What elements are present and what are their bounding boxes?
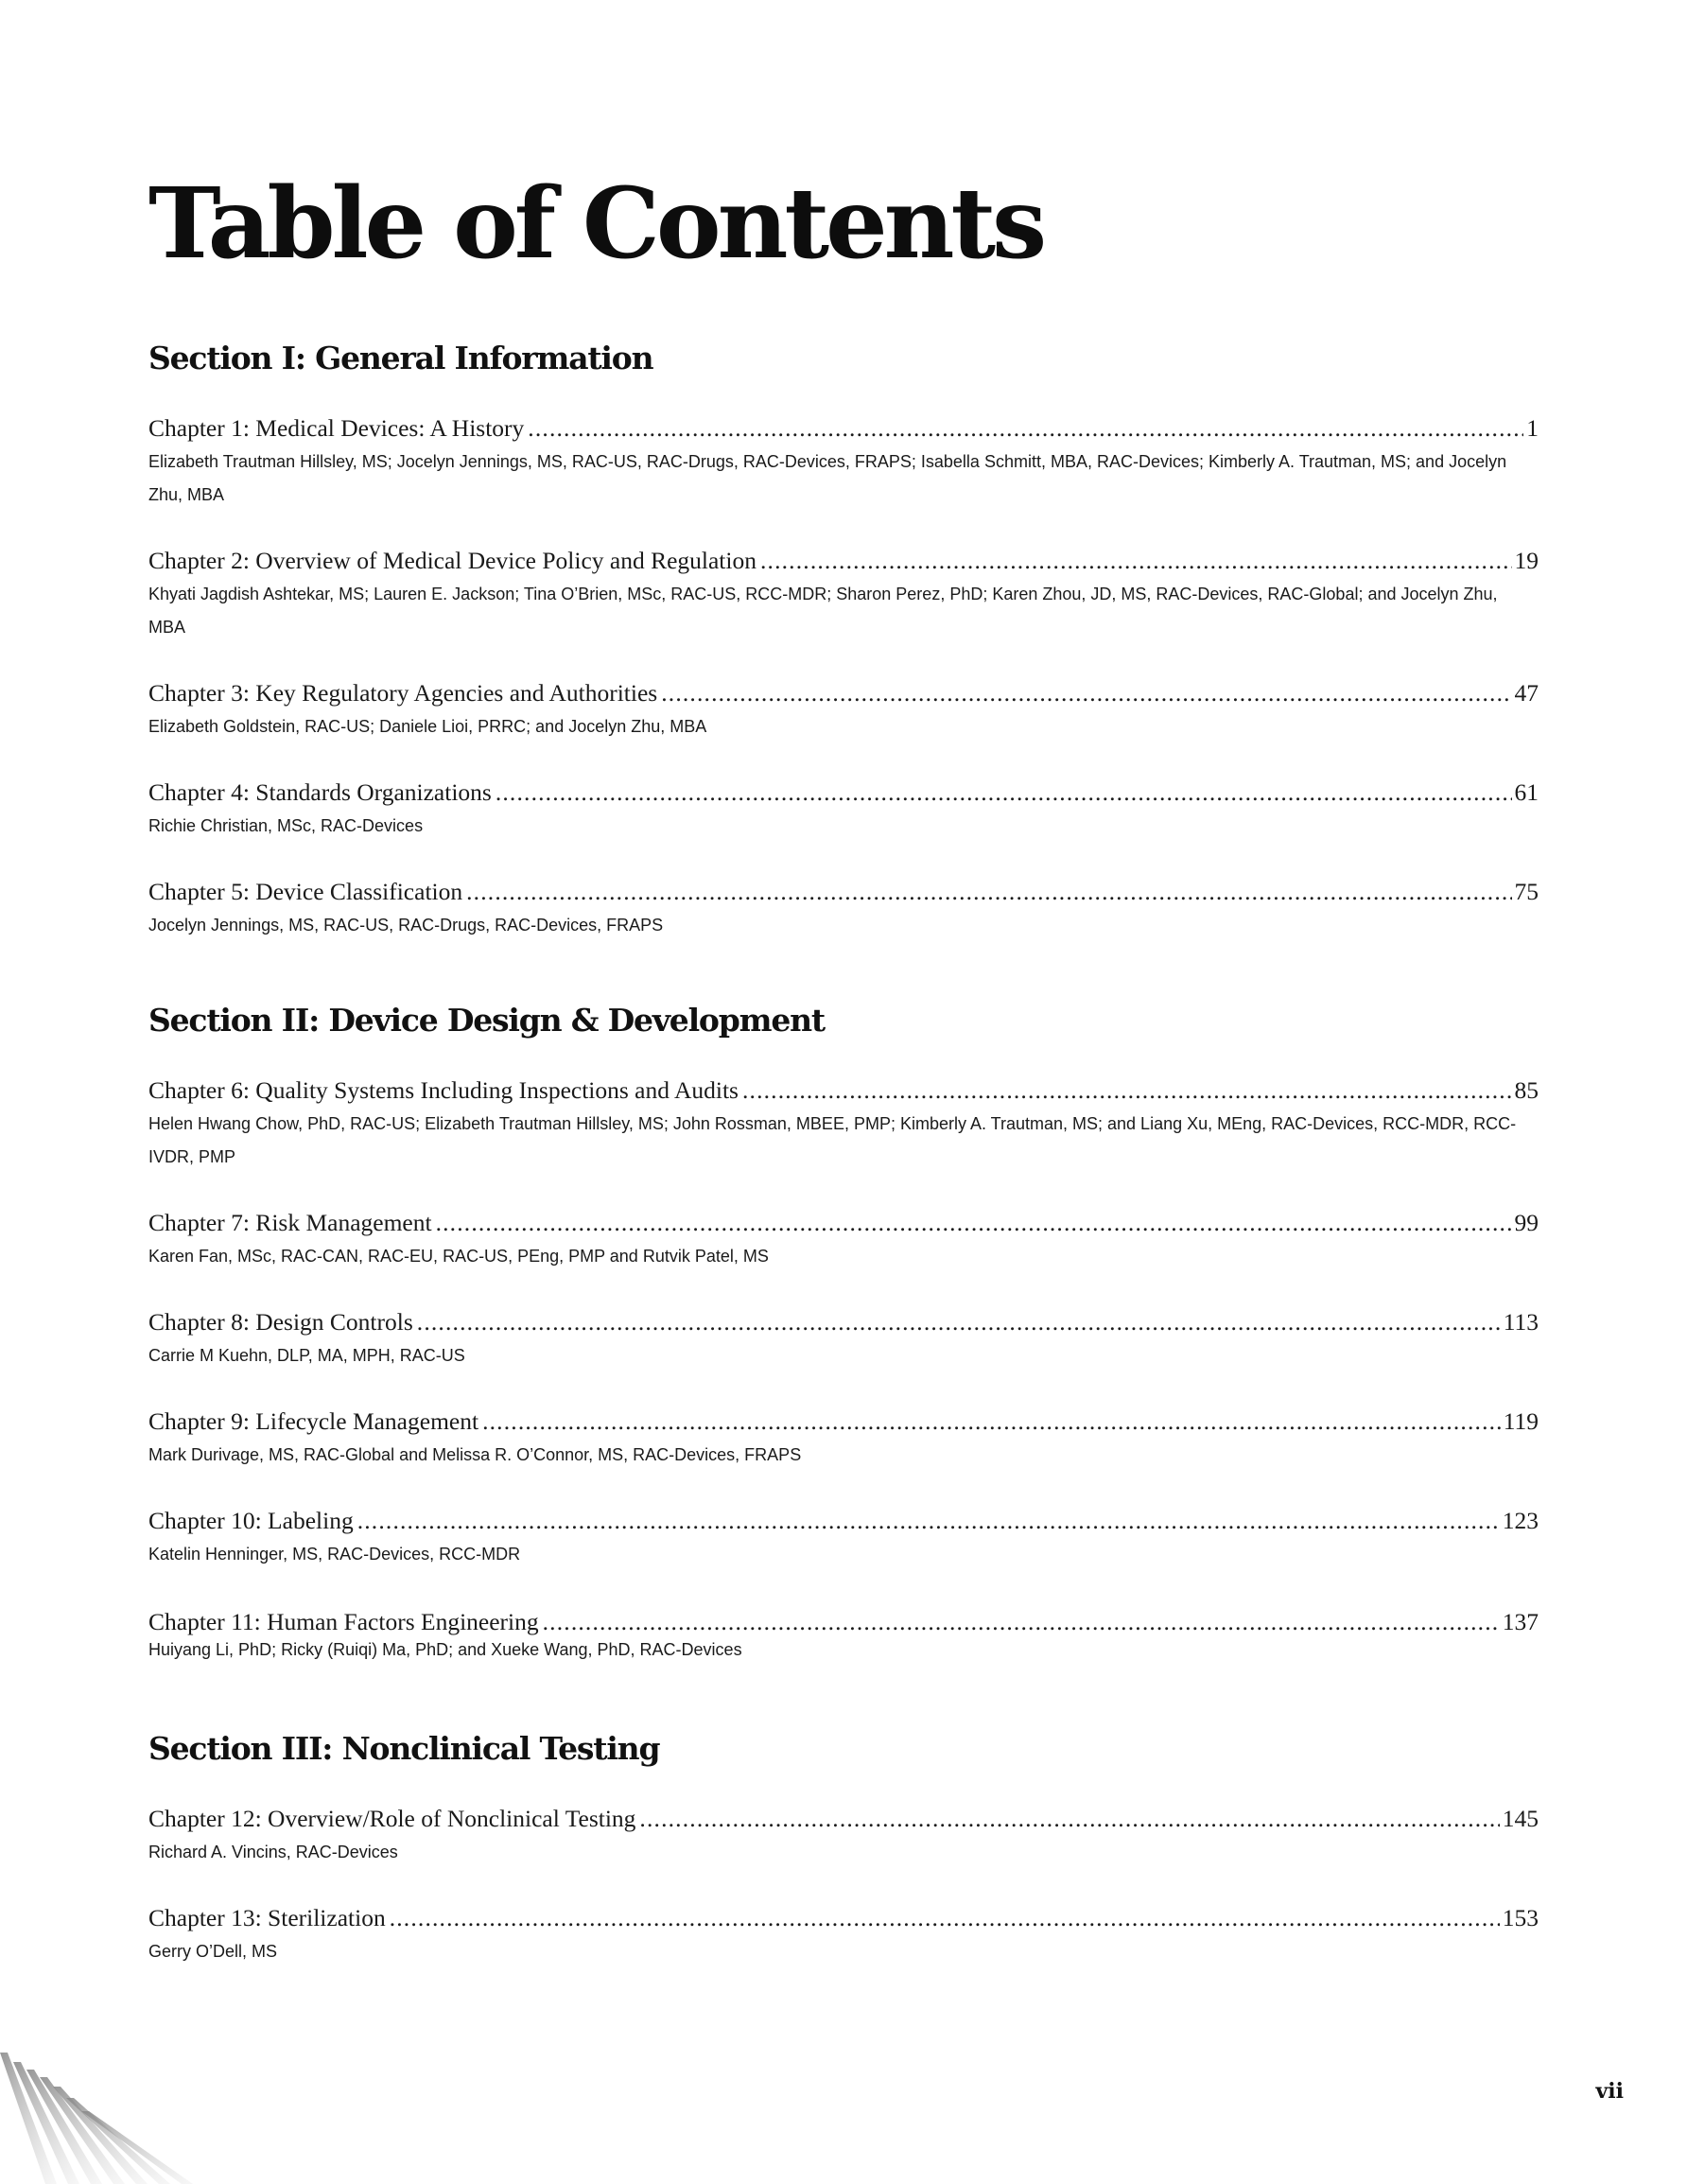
chapter-page-number: 99 (1514, 1209, 1539, 1236)
dot-leader (496, 778, 1512, 808)
chapter-page-number: 123 (1502, 1507, 1539, 1534)
chapter-page-number: 119 (1503, 1407, 1539, 1435)
chapter-authors: Carrie M Kuehn, DLP, MA, MPH, RAC-US (148, 1345, 465, 1365)
chapter-line[interactable] (148, 1308, 1539, 1337)
page-title: Table of Contents (148, 166, 1044, 281)
chapter-authors: Jocelyn Jennings, MS, RAC-US, RAC-Drugs, RAC-Devices, FRAPS (148, 915, 664, 935)
chapter-line[interactable] (148, 1805, 1539, 1834)
chapter-line[interactable] (148, 1209, 1539, 1238)
toc-entry[interactable] (148, 414, 1539, 512)
chapter-line[interactable] (148, 547, 1539, 576)
chapter-authors: Gerry O’Dell, MS (148, 1941, 278, 1961)
dot-leader (390, 1904, 1500, 1933)
dot-leader (528, 414, 1523, 444)
chapter-title: Chapter 7: Risk Management (148, 1209, 432, 1236)
chapter-title: Chapter 9: Lifecycle Management (148, 1407, 479, 1435)
toc-entry[interactable] (148, 1308, 1539, 1372)
dot-leader (357, 1507, 1500, 1536)
toc-entry[interactable] (148, 778, 1539, 843)
chapter-page-number: 75 (1514, 878, 1539, 905)
chapter-line[interactable] (148, 414, 1539, 444)
chapter-page-number: 19 (1514, 547, 1539, 574)
dot-leader (760, 547, 1512, 576)
chapter-title: Chapter 3: Key Regulatory Agencies and Authorities (148, 679, 658, 707)
dot-leader (436, 1209, 1512, 1238)
chapter-authors: Huiyang Li, PhD; Ricky (Ruiqi) Ma, PhD; and Xueke Wang, PhD, RAC-Devices (148, 1639, 742, 1659)
chapter-title: Chapter 8: Design Controls (148, 1308, 413, 1336)
chapter-authors: Richard A. Vincins, RAC-Devices (148, 1842, 398, 1861)
chapter-page-number: 145 (1502, 1805, 1539, 1832)
section-heading: Section III: Nonclinical Testing (148, 1730, 660, 1767)
chapter-authors: Elizabeth Goldstein, RAC-US; Daniele Lioi, PRRC; and Jocelyn Zhu, MBA (148, 716, 707, 736)
dot-leader (417, 1308, 1501, 1337)
toc-entry[interactable] (148, 1805, 1539, 1869)
toc-entry[interactable] (148, 878, 1539, 942)
chapter-title: Chapter 12: Overview/Role of Nonclinical Testing (148, 1805, 636, 1832)
chapter-authors: Katelin Henninger, MS, RAC-Devices, RCC-MDR (148, 1544, 521, 1564)
toc-entry[interactable] (148, 1209, 1539, 1273)
chapter-title: Chapter 11: Human Factors Engineering (148, 1608, 539, 1635)
dot-leader (639, 1805, 1499, 1834)
chapter-title: Chapter 13: Sterilization (148, 1904, 386, 1931)
toc-entry[interactable] (148, 1407, 1539, 1472)
toc-entry[interactable] (148, 1608, 1539, 1667)
chapter-page-number: 61 (1514, 778, 1539, 806)
chapter-page-number: 1 (1526, 414, 1539, 442)
chapter-line[interactable] (148, 679, 1539, 708)
chapter-line[interactable] (148, 1407, 1539, 1437)
toc-entry[interactable] (148, 1076, 1539, 1174)
chapter-title: Chapter 1: Medical Devices: A History (148, 414, 525, 442)
dot-leader (742, 1076, 1512, 1106)
chapter-page-number: 47 (1514, 679, 1539, 707)
section-heading: Section II: Device Design & Development (148, 1002, 825, 1039)
chapter-line[interactable] (148, 878, 1539, 907)
chapter-authors: Elizabeth Trautman Hillsley, MS; Jocelyn Jennings, MS, RAC-US, RAC-Drugs, RAC-Devices, FRAPS; Isabella Schmitt, MBA, RAC-Devices; Kimberly A. Trautman, MS; and Jocelyn Zhu, MBA (148, 451, 1507, 504)
toc-entry[interactable] (148, 547, 1539, 644)
chapter-title: Chapter 5: Device Classification (148, 878, 463, 905)
dot-leader (466, 878, 1511, 907)
toc-entry[interactable] (148, 1904, 1539, 1968)
page-number: vii (1595, 2079, 1624, 2104)
chapter-line[interactable] (148, 778, 1539, 808)
section-heading: Section I: General Information (148, 340, 653, 376)
chapter-authors: Richie Christian, MSc, RAC-Devices (148, 815, 424, 835)
dot-leader (661, 679, 1511, 708)
chapter-page-number: 85 (1514, 1076, 1539, 1104)
toc-entry[interactable] (148, 679, 1539, 743)
chapter-line[interactable] (148, 1076, 1539, 1106)
chapter-title: Chapter 10: Labeling (148, 1507, 354, 1534)
chapter-title: Chapter 4: Standards Organizations (148, 778, 492, 806)
toc-entry[interactable] (148, 1507, 1539, 1571)
chapter-page-number: 113 (1503, 1308, 1539, 1336)
chapter-line[interactable] (148, 1507, 1539, 1536)
chapter-title: Chapter 6: Quality Systems Including Inspections and Audits (148, 1076, 739, 1104)
chapter-title: Chapter 2: Overview of Medical Device Policy and Regulation (148, 547, 757, 574)
dot-leader (482, 1407, 1501, 1437)
chapter-authors: Khyati Jagdish Ashtekar, MS; Lauren E. Jackson; Tina O’Brien, MSc, RAC-US, RCC-MDR; Sharon Perez, PhD; Karen Zhou, JD, MS, RAC-Devices, RAC-Global; and Jocelyn Zhu, MBA (148, 584, 1498, 637)
chapter-page-number: 137 (1502, 1608, 1539, 1635)
chapter-authors: Mark Durivage, MS, RAC-Global and Melissa R. O’Connor, MS, RAC-Devices, FRAPS (148, 1444, 802, 1464)
chapter-authors: Helen Hwang Chow, PhD, RAC-US; Elizabeth Trautman Hillsley, MS; John Rossman, MBEE, PMP; Kimberly A. Trautman, MS; and Liang Xu, MEng, RAC-Devices, RCC-MDR, RCC-IVDR, PMP (148, 1113, 1517, 1166)
chapter-line[interactable] (148, 1904, 1539, 1933)
corner-stripes-decoration (0, 2043, 208, 2184)
chapter-page-number: 153 (1502, 1904, 1539, 1931)
chapter-authors: Karen Fan, MSc, RAC-CAN, RAC-EU, RAC-US, PEng, PMP and Rutvik Patel, MS (148, 1246, 769, 1266)
